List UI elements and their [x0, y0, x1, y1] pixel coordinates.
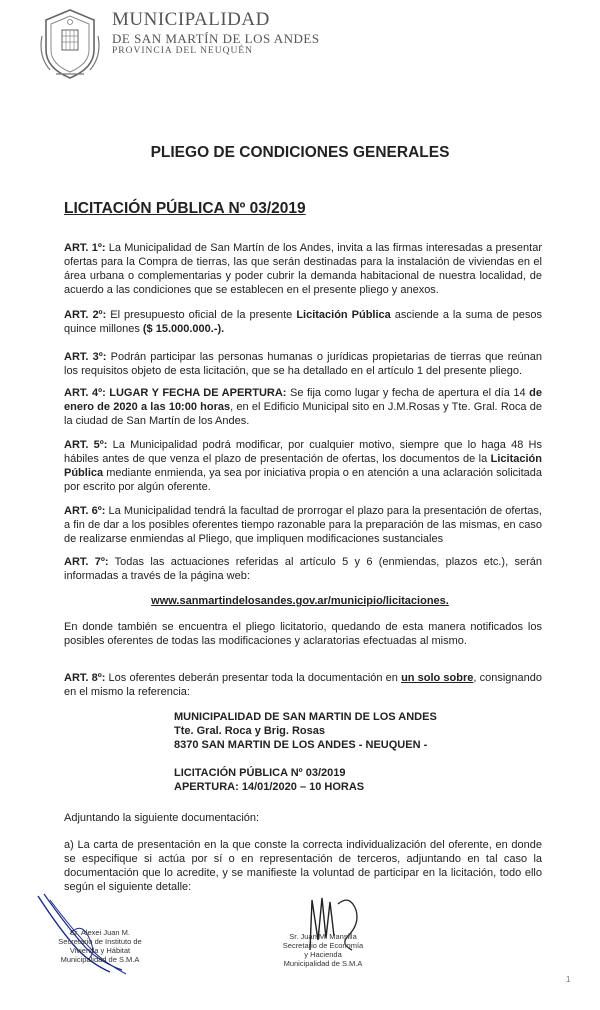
article-7	[64, 555, 542, 583]
address-line: APERTURA: 14/01/2020 – 10 HORAS	[174, 781, 365, 793]
link-suffix: .	[445, 595, 449, 607]
article-text: asciende a la suma de pesos quince millones	[64, 309, 542, 335]
article-label: ART. 5º:	[64, 439, 108, 451]
address-line: 8370 SAN MARTIN DE LOS ANDES - NEUQUEN -	[174, 739, 428, 751]
signature-line: Secretario de Instituto de	[58, 937, 142, 946]
article-label: ART. 4º: LUGAR Y FECHA DE APERTURA:	[64, 387, 287, 399]
article-8	[64, 671, 542, 699]
header-line-3: PROVINCIA DEL NEUQUÉN	[112, 46, 253, 56]
article-text: Podrán participar las personas humanas o jurídicas propietarias de tierras que reúnan los requisitos objeto de esta licitación, que se ha detallado en el artículo 1 del presente pliego.	[64, 351, 542, 377]
article-bold: Licitación Pública	[296, 309, 391, 321]
signature-right-caption	[268, 932, 378, 968]
address-line: MUNICIPALIDAD DE SAN MARTIN DE LOS ANDES	[174, 711, 437, 723]
article-bold: de enero de 2020 a las 10:00 horas	[64, 387, 542, 413]
municipal-seal-icon	[36, 6, 104, 82]
article-label: ART. 7º:	[64, 556, 109, 568]
article-text: , en el Edificio Municipal sito en J.M.Rosas y Tte. Gral. Roca de la ciudad de San Martín de los Andes.	[64, 401, 542, 427]
article-label: ART. 1º:	[64, 242, 106, 254]
article-text: La Municipalidad de San Martín de los Andes, invita a las firmas interesadas a presentar ofertas para la Compra de tierras, las que serán destinadas para la instalación de viviendas en el área urbana o complementarias y poder cubrir la demanda habitacional de nuestra localidad, de acuerdo a las condiciones que se establecen en el presente pliego y anexos.	[64, 242, 542, 296]
address-block	[174, 710, 437, 794]
signature-left-caption	[40, 928, 160, 964]
signature-line: Municipalidad de S.M.A	[60, 955, 140, 964]
article-label: ART. 6º:	[64, 505, 106, 517]
address-line: LICITACIÓN PÚBLICA Nº 03/2019	[174, 767, 346, 779]
article-2	[64, 308, 542, 336]
signature-line: Municipalidad de S.M.A	[283, 959, 363, 968]
adjuntando-paragraph: Adjuntando la siguiente documentación:	[64, 812, 260, 824]
article-text: El presupuesto oficial de la presente	[106, 309, 297, 321]
signature-line: Vivienda y Hábitat	[69, 946, 131, 955]
header-line-2: DE SAN MARTÍN DE LOS ANDES	[112, 31, 320, 46]
address-line: Tte. Gral. Roca y Brig. Rosas	[174, 725, 325, 737]
article-3	[64, 350, 542, 378]
article-text: Se fija como lugar y fecha de apertura el día 14	[286, 387, 530, 399]
article-bold: Licitación Pública	[64, 453, 542, 479]
header-line-1: MUNICIPALIDAD	[112, 9, 270, 30]
licitaciones-link[interactable]: www.sanmartindelosandes.gov.ar/municipio/licitaciones	[151, 595, 446, 607]
article-text: , consignando en el mismo la referencia:	[64, 672, 542, 698]
article-bold: ($ 15.000.000.-).	[142, 323, 225, 335]
article-text: mediante enmienda, ya sea por iniciativa propia o en atención a una aclaración solicitada por escrito por algún oferente.	[64, 467, 542, 493]
item-a-paragraph: a) La carta de presentación en la que conste la correcta individualización del oferente, en donde se especifique si actúa por sí o en representación de terceros, adjuntando en tal caso la documentación que lo acredite, y se manifieste la voluntad de participar en la licitación, todo ello según el siguiente detalle:	[64, 839, 542, 893]
licitacion-title: LICITACIÓN PÚBLICA Nº 03/2019	[64, 200, 306, 217]
signature-line: Sr. Alexei Juan M.	[69, 928, 131, 937]
after-link-paragraph: En donde también se encuentra el pliego licitatorio, quedando de esta manera notificados los posibles oferentes de todas las modificaciones y aclaratorias efectuadas al mismo.	[64, 621, 542, 647]
document-title: PLIEGO DE CONDICIONES GENERALES	[150, 144, 450, 161]
municipality-header	[112, 10, 320, 57]
article-text: La Municipalidad tendrá la facultad de prorrogar el plazo para la presentación de ofertas, a fin de dar a los posibles oferentes tiempo razonable para la preparación de las mismas, en caso de realizarse enmiendas al Pliego, que impliquen modificaciones sustanciales	[64, 505, 542, 545]
licitaciones-link-row	[0, 595, 600, 607]
article-label: ART. 2º:	[64, 309, 107, 321]
article-bold: un solo sobre	[401, 672, 474, 684]
page-number: 1	[566, 975, 571, 984]
article-text: Todas las actuaciones referidas al artículo 5 y 6 (enmiendas, plazos etc.), serán informadas a través de la página web:	[64, 556, 542, 582]
article-4	[64, 386, 542, 428]
article-text: Los oferentes deberán presentar toda la documentación en	[105, 672, 402, 684]
signature-line: Sr. Juan M. Mansilla	[289, 932, 357, 941]
article-label: ART. 8º:	[64, 672, 106, 684]
signature-line: Secretario de Economía	[282, 941, 364, 950]
signature-line: y Hacienda	[304, 950, 342, 959]
article-6	[64, 504, 542, 546]
article-5	[64, 438, 542, 494]
article-text: La Municipalidad podrá modificar, por cualquier motivo, siempre que lo haga 48 Hs hábiles antes de que venza el plazo de presentación de ofertas, los documentos de la	[64, 439, 542, 465]
article-label: ART. 3º:	[64, 351, 107, 363]
article-1	[64, 241, 542, 297]
